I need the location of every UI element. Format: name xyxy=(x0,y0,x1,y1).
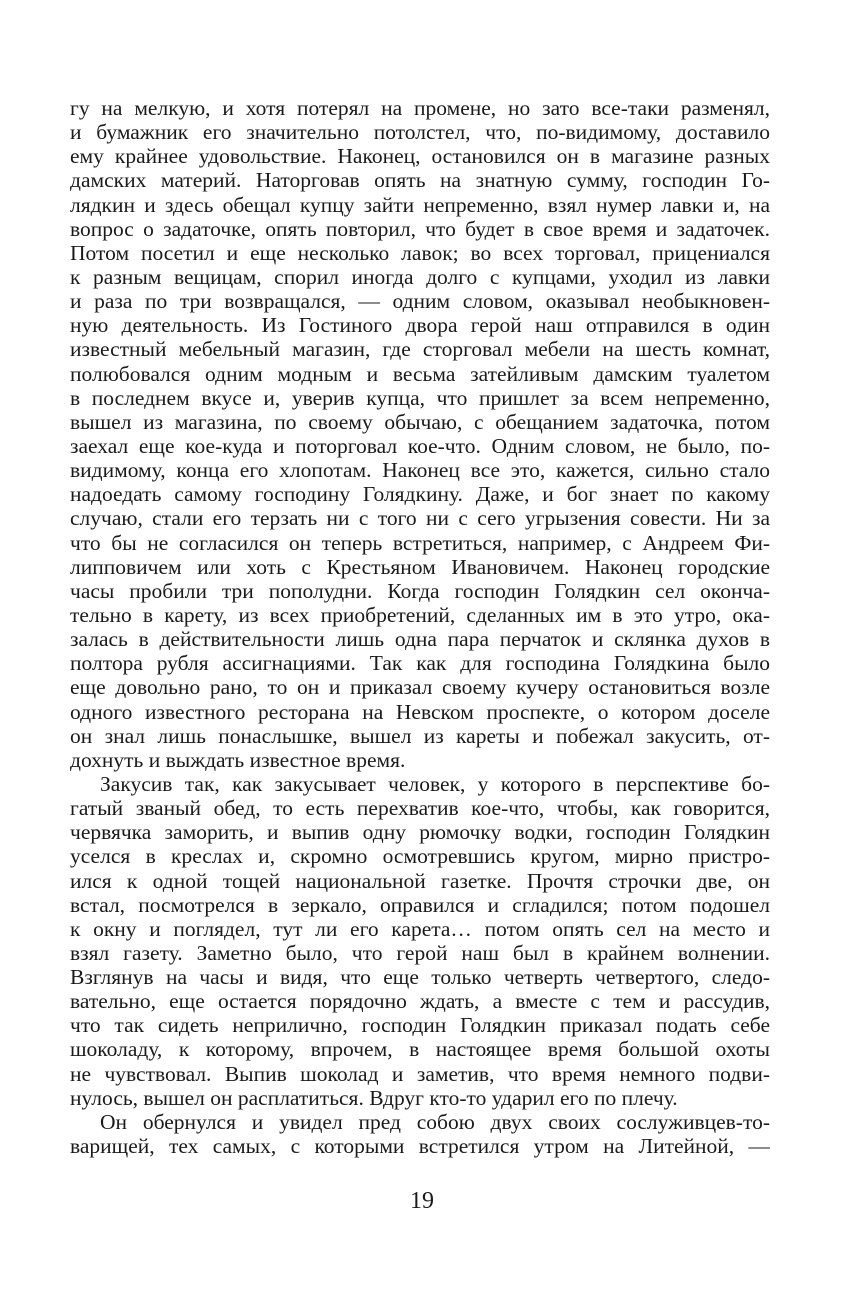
text-line: и раза по три возвращался, — одним словом, оказывал необыкновен- xyxy=(70,289,770,314)
text-line: встал, посмотрелся в зеркало, оправился и сгладился; потом подошел xyxy=(70,892,770,917)
text-line: дамских материй. Наторговав опять на знатную сумму, господин Го- xyxy=(70,168,770,193)
text-line: полюбовался одним модным и весьма затейливым дамским туалетом xyxy=(70,361,770,386)
text-line: шоколаду, к которому, впрочем, в настоящее время большой охоты xyxy=(70,1037,770,1062)
text-line: гу на мелкую, и хотя потерял на промене, но зато все-таки разменял, xyxy=(70,96,770,120)
text-line: к окну и поглядел, тут ли его карета… потом опять сел на место и xyxy=(70,916,770,941)
text-line: известный мебельный магазин, где сторговал мебели на шесть комнат, xyxy=(70,337,770,362)
text-line: гатый званый обед, то есть перехватив кое-что, чтобы, как говорится, xyxy=(70,796,770,821)
text-line: ился к одной тощей национальной газетке. Прочтя строчки две, он xyxy=(70,868,770,893)
text-line: заехал еще кое-куда и поторговал кое-что. Одним словом, не было, по- xyxy=(70,433,770,458)
text-line: нулось, вышел он расплатиться. Вдруг кто-то ударил его по плечу. xyxy=(70,1085,678,1110)
text-line: вопрос о задаточке, опять повторил, что будет в свое время и задаточек. xyxy=(70,216,770,241)
text-line: ему крайнее удовольствие. Наконец, остановился он в магазине разных xyxy=(70,144,770,169)
text-line: варищей, тех самых, с которыми встретился утром на Литейной, — xyxy=(70,1134,770,1159)
text-line: в последнем вкусе и, уверив купца, что пришлет за всем непременно, xyxy=(70,385,770,410)
text-line: что бы не согласился он теперь встретиться, например, с Андреем Фи- xyxy=(70,530,770,555)
text-line: часы пробили три пополудни. Когда господин Голядкин сел оконча- xyxy=(70,578,770,603)
paragraph xyxy=(70,772,770,1110)
text-line: к разным вещицам, спорил иногда долго с купцами, уходил из лавки xyxy=(70,264,770,289)
text-line: липповичем или хоть с Крестьяном Ивановичем. Наконец городские xyxy=(70,554,770,579)
text-line: Он обернулся и увидел пред собою двух своих сослуживцев-то- xyxy=(100,1109,770,1134)
text-line: и бумажник его значительно потолстел, что, по-видимому, доставило xyxy=(70,120,770,145)
text-line: Потом посетил и еще несколько лавок; во всех торговал, прицениался xyxy=(70,240,770,265)
text-line: полтора рубля ассигнациями. Так как для господина Голядкина было xyxy=(70,651,770,676)
text-line: уселся в креслах и, скромно осмотревшись кругом, мирно пристро- xyxy=(70,844,770,869)
text-line: он знал лишь понаслышке, вышел из кареты и побежал закусить, от- xyxy=(70,723,770,748)
text-line: червячка заморить, и выпив одну рюмочку водки, господин Голядкин xyxy=(70,820,770,845)
text-line: случаю, стали его терзать ни с того ни с сего угрызения совести. Ни за xyxy=(70,506,770,531)
text-line: еще довольно рано, то он и приказал своему кучеру остановиться возле xyxy=(70,675,770,700)
text-column xyxy=(70,96,770,1158)
text-line: Взглянув на часы и видя, что еще только четверть четвертого, следо- xyxy=(70,965,770,990)
page-number: 19 xyxy=(410,1188,434,1214)
paragraph xyxy=(70,1110,770,1158)
text-line: тельно в карету, из всех приобретений, сделанных им в это утро, ока- xyxy=(70,602,770,627)
text-line: надоедать самому господину Голядкину. Даже, и бог знает по какому xyxy=(70,482,770,507)
page-body xyxy=(70,96,770,1158)
text-line: вышел из магазина, по своему обычаю, с обещанием задаточка, потом xyxy=(70,409,770,434)
text-line: одного известного ресторана на Невском проспекте, о котором доселе xyxy=(70,699,770,724)
paragraph xyxy=(70,96,770,772)
text-line: ную деятельность. Из Гостиного двора герой наш отправился в один xyxy=(70,313,770,338)
text-line: залась в действительности лишь одна пара перчаток и склянка духов в xyxy=(70,627,770,652)
text-line: дохнуть и выждать известное время. xyxy=(70,747,406,772)
text-line: вательно, еще остается порядочно ждать, а вместе с тем и рассудив, xyxy=(70,989,770,1014)
text-line: лядкин и здесь обещал купцу зайти непременно, взял нумер лавки и, на xyxy=(70,192,770,217)
text-line: видимому, конца его хлопотам. Наконец все это, кажется, сильно стало xyxy=(70,458,770,483)
text-line: не чувствовал. Выпив шоколад и заметив, что время немного подви- xyxy=(70,1061,770,1086)
text-line: взял газету. Заметно было, что герой наш был в крайнем волнении. xyxy=(70,940,770,965)
text-line: что так сидеть неприлично, господин Голядкин приказал подать себе xyxy=(70,1013,770,1038)
text-line: Закусив так, как закусывает человек, у которого в перспективе бо- xyxy=(100,771,770,796)
